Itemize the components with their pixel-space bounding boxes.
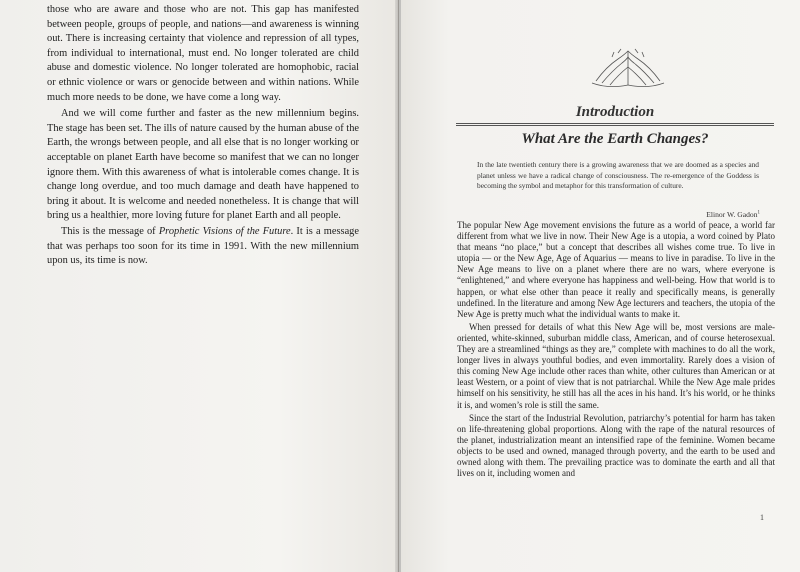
chapter-subtitle: What Are the Earth Changes? [521, 131, 709, 147]
left-paragraph-1: those who are aware and those who are not. This gap has manifested between people, groups of people, and nations—and awareness is winning out. There is increasing certainty that violence and repression of all types, from individual to international, must end. No longer tolerated are child abuse and domestic violence. No longer tolerated are homophobic, racial or ethnic violence or wars or genocide between and within nations. While much more needs to be done, we have come a long way. [47, 4, 359, 103]
right-paragraph-1: The popular New Age movement envisions the future as a world of peace, a world far different from what we live in now. Their New Age is a utopia, a word coined by Plato that means “no place,” but a concept that describes all wishes come true. To live in utopia — or the New Age, Age of Aquarius — means to live in paradise. To live in the New Age means to live on a planet where there are no wars, where everyone is “enlightened,” and where everyone has happiness and well-being. How that world is to happen, or what else other than peace it really and specifically means, is generally undefined. In the literature and among New Age lecturers and teachers, the utopia of the New Age is pretty much what the individual wants to make it. [457, 220, 775, 319]
book-title-reference: Prophetic Visions of the Future [158, 225, 291, 237]
right-page-text [457, 220, 775, 479]
right-paragraph-2: When pressed for details of what this New Age will be, most versions are male-oriented, white-skinned, suburban middle class, American, and of course heterosexual. They are a streamlined “things as they are,” complete with machines to do all the work, longer lives in always youthful bodies, and even immortality. Rarely does a vision of this coming New Age include other races than white, other cultures than American or at least Western, or a point of view that is not patriarchal. While the New Age male prides himself on his sensitivity, he still has all the aces in his hand. It’s his world, or he thinks it is, and women’s role is still the same. [457, 321, 775, 410]
heading-divider [456, 123, 774, 124]
heading-divider-2 [456, 125, 774, 126]
left-paragraph-3 [47, 225, 359, 269]
left-paragraph-3-start: This is the message of [61, 225, 159, 237]
page-number: 1 [760, 513, 764, 522]
right-paragraph-3: Since the start of the Industrial Revolution, patriarchy’s potential for harm has taken on life-threatening global proportions. Along with the rape of the natural resources of the planet, industrialization meant an intensified rape of the feminine. Women became objects to be used and owned, managed through poverty, and the earth to be used and owned along with them. The prevailing practice was to dominate the earth and all that lives on it, including women and [457, 412, 775, 479]
epigraph: In the late twentieth century there is a growing awareness that we are doomed as a species and planet unless we have a radical change of consciousness. The re-emergence of the Goddess is becoming the symbol and metaphor for this transformation of culture. [477, 160, 759, 191]
footnote-mark: 1 [757, 210, 760, 216]
epigraph-author: Elinor W. Gadon [706, 210, 758, 219]
left-paragraph-2: And we will come further and faster as the new millennium begins. The stage has been set. The ills of nature caused by the human abuse of the Earth, the wrongs between people, and all else that is no longer working or acceptable on planet Earth have become so manifest that we can no longer ignore them. With this awareness of what is intolerable comes change. It is change long overdue, and too much damage and death have happened to bring it about. It is welcome and needed nonetheless. It is change that will bring us a healthier, more loving future for planet Earth and all people. [47, 108, 360, 222]
epigraph-attribution [600, 210, 760, 219]
left-page-text [47, 3, 359, 269]
chapter-heading: Introduction [575, 104, 655, 120]
left-page [0, 0, 399, 572]
hands-ornament-icon [588, 45, 668, 93]
left-paragraph-3-end: . It is a message that was perhaps too soon for its time in 1991. With the new millennium upon us, its time is now. [47, 225, 359, 267]
